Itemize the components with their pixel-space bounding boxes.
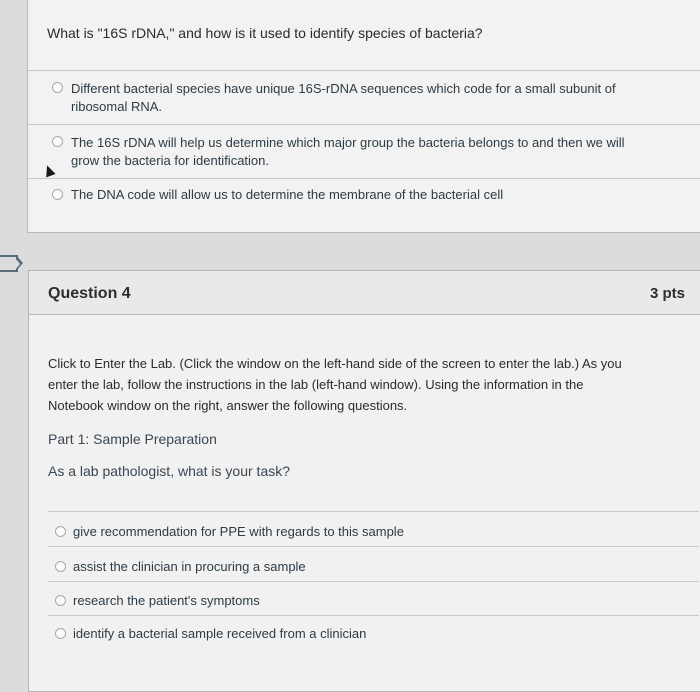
answer-list xyxy=(48,511,699,651)
answer-label: identify a bacterial sample received from a clinician xyxy=(73,626,367,641)
mouse-cursor-icon xyxy=(42,164,55,178)
question-header xyxy=(29,271,700,315)
radio-button[interactable] xyxy=(55,628,66,639)
answer-label: research the patient's symptoms xyxy=(73,593,260,608)
task-prompt: As a lab pathologist, what is your task? xyxy=(48,463,291,479)
answer-label: The 16S rDNA will help us determine which major group the bacteria belongs to and then we will grow the bacteria for identification. xyxy=(71,135,625,168)
radio-button[interactable] xyxy=(52,82,63,93)
part-label: Part 1: Sample Preparation xyxy=(48,431,217,447)
question-instructions: Click to Enter the Lab. (Click the window on the left-hand side of the screen to enter the lab.) As you enter the lab, follow the instructions in the lab (left-hand window). Using the information in the Notebook window on the right, answer the following questions. xyxy=(48,356,622,413)
q4-answer-option-4[interactable] xyxy=(48,615,699,650)
radio-button[interactable] xyxy=(55,526,66,537)
bookmark-flag-icon[interactable] xyxy=(0,255,18,272)
question-3-prompt: What is "16S rDNA," and how is it used to identify species of bacteria? xyxy=(47,25,483,41)
q4-answer-option-1[interactable] xyxy=(48,511,699,547)
question-4-card xyxy=(28,270,700,692)
radio-button[interactable] xyxy=(52,136,63,147)
q3-answer-option-3[interactable] xyxy=(28,178,700,219)
answer-label: The DNA code will allow us to determine the membrane of the bacterial cell xyxy=(71,187,504,202)
question-3-card xyxy=(27,0,700,233)
answer-label: give recommendation for PPE with regards to this sample xyxy=(73,524,404,539)
q4-answer-option-3[interactable] xyxy=(48,581,699,616)
answer-label: assist the clinician in procuring a sample xyxy=(73,559,306,574)
radio-button[interactable] xyxy=(55,595,66,606)
question-title: Question 4 xyxy=(48,285,131,302)
answer-label: Different bacterial species have unique 16S-rDNA sequences which code for a small subunit of ribosomal RNA. xyxy=(71,81,616,114)
q3-answer-option-2[interactable] xyxy=(28,124,700,180)
q3-answer-option-1[interactable] xyxy=(28,70,700,126)
question-points: 3 pts xyxy=(649,285,685,302)
radio-button[interactable] xyxy=(52,189,63,200)
radio-button[interactable] xyxy=(55,561,66,572)
q4-answer-option-2[interactable] xyxy=(48,546,699,582)
